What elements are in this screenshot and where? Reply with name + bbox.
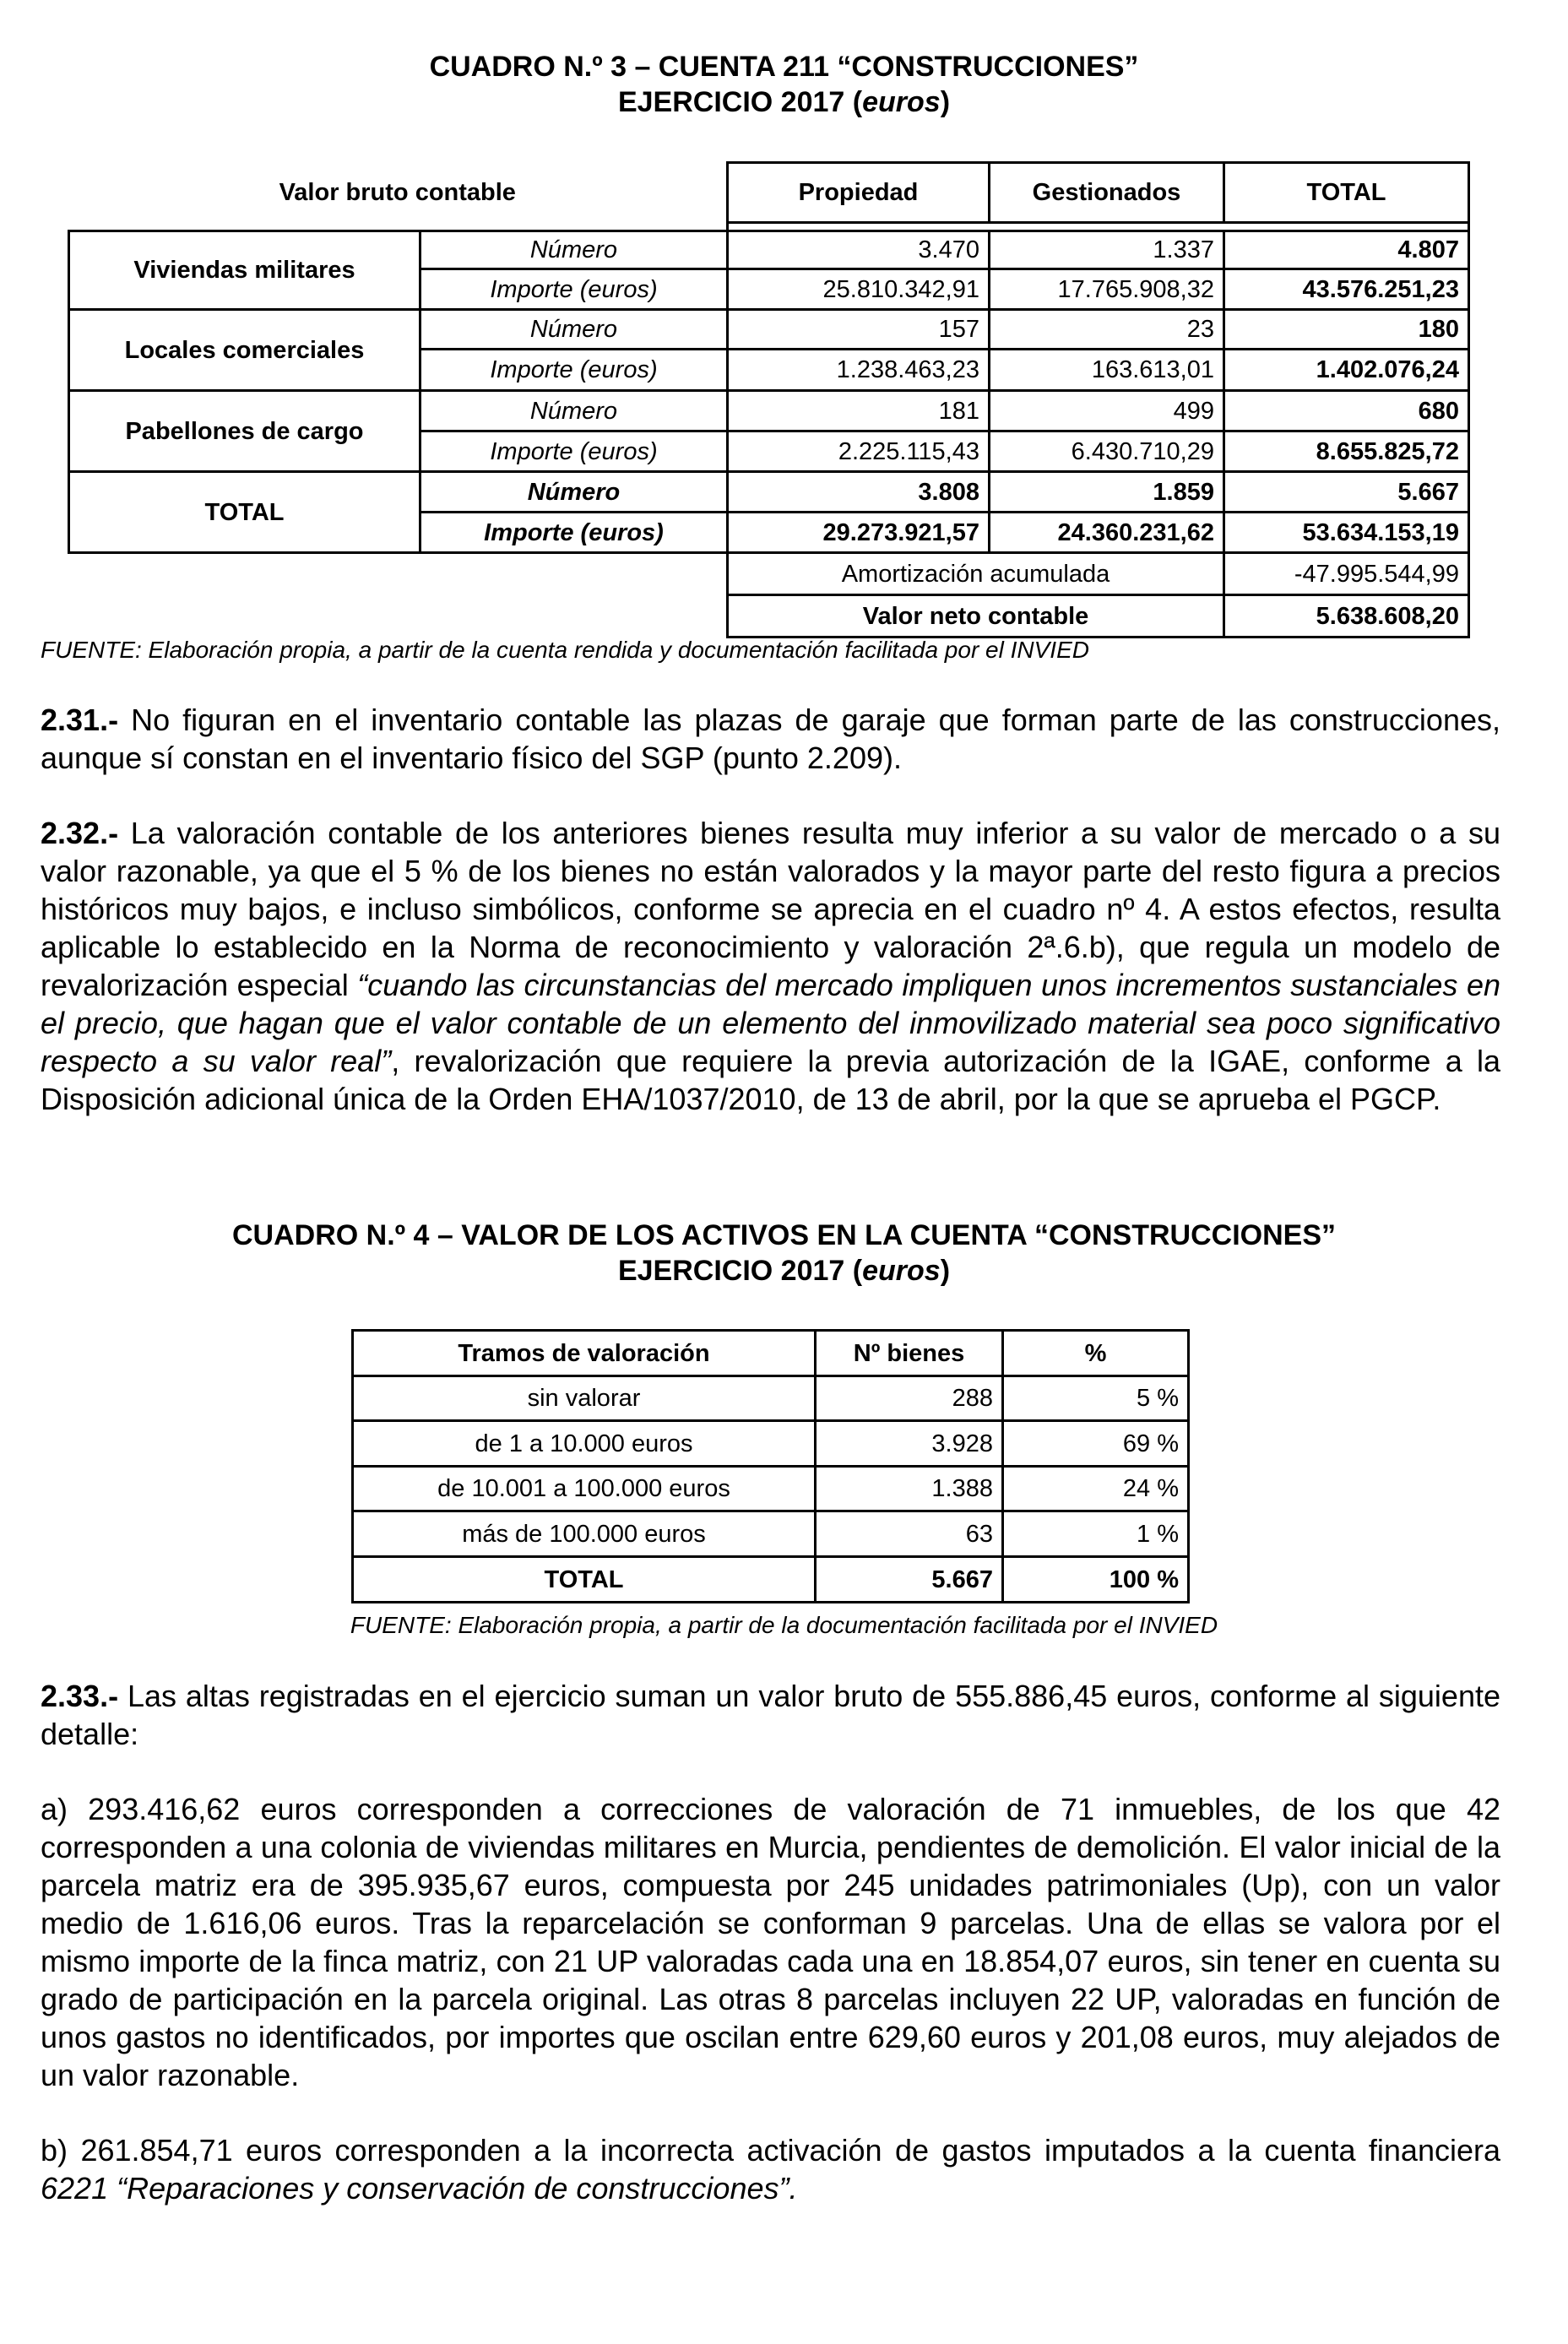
header-valor-bruto: Valor bruto contable (279, 179, 516, 206)
header-propiedad: Propiedad (728, 163, 990, 223)
cuadro4-source: FUENTE: Elaboración propia, a partir de la documentación facilitada por el INVIED (350, 1612, 1218, 1638)
cell-total: 43.576.251,23 (1224, 269, 1469, 310)
table-row (353, 1467, 1189, 1511)
cell-total: 180 (1224, 310, 1469, 350)
cell-bienes: 3.928 (816, 1421, 1003, 1467)
table-row (69, 310, 1469, 350)
paragraph-text: , revalorización que requiere la previa autorización de la IGAE, conforme a la Disposición adicional única de la Orden EHA/1037/2010, de 13 de abril, por la que se aprueba el PGCP. (41, 1044, 1500, 1116)
row-label: Número (420, 310, 728, 350)
cell-pct: 24 % (1003, 1467, 1189, 1511)
header-total: TOTAL (1224, 163, 1469, 223)
cell-gestionados: 1.859 (990, 472, 1224, 513)
group-name-total: TOTAL (69, 472, 420, 553)
cell-total: 1.402.076,24 (1224, 350, 1469, 391)
table-row-total (69, 472, 1469, 513)
table-row (353, 1421, 1189, 1467)
cell-propiedad: 25.810.342,91 (728, 269, 990, 310)
valor-neto-value: 5.638.608,20 (1224, 595, 1469, 638)
cell-pct: 69 % (1003, 1421, 1189, 1467)
header-pct: % (1003, 1331, 1189, 1376)
cuadro3-title-line1: CUADRO N.º 3 – CUENTA 211 “CONSTRUCCIONES” (429, 51, 1139, 83)
cuadro4-table (351, 1329, 1190, 1603)
cell-propiedad: 1.238.463,23 (728, 350, 990, 391)
cell-bienes: 5.667 (816, 1557, 1003, 1603)
cell-propiedad: 181 (728, 391, 990, 431)
cell-total: 4.807 (1224, 231, 1469, 269)
cell-propiedad: 157 (728, 310, 990, 350)
cell-propiedad: 29.273.921,57 (728, 513, 990, 553)
cell-gestionados: 17.765.908,32 (990, 269, 1224, 310)
cell-bienes: 1.388 (816, 1467, 1003, 1511)
cell-propiedad: 3.470 (728, 231, 990, 269)
group-name: Viviendas militares (69, 231, 420, 310)
paragraph-text: La valoración contable de los anteriores bienes resulta muy inferior a su valor de mercado o a su valor razonable, ya que el 5 % de los bienes no están valorados y la mayor parte del resto figura a precios históricos muy bajos, e incluso simbólicos, conforme se aprecia en el cuadro nº 4. A estos efectos, resulta aplicable lo establecido en la Norma de reconocimiento y valoración 2ª.6.b), que regula un modelo de revalorización especial (41, 816, 1500, 1002)
paragraph-2-32 (41, 814, 1500, 1118)
row-label: Importe (euros) (420, 513, 728, 553)
paragraph-text: Las altas registradas en el ejercicio suman un valor bruto de 555.886,45 euros, conforme al siguiente detalle: (41, 1679, 1500, 1751)
cell-total: 8.655.825,72 (1224, 431, 1469, 472)
valor-neto-label: Valor neto contable (728, 595, 1224, 638)
cell-bienes: 63 (816, 1511, 1003, 1557)
table-row (69, 231, 1469, 269)
cell-tramo: de 10.001 a 100.000 euros (353, 1467, 816, 1511)
row-label: Importe (euros) (420, 269, 728, 310)
cell-tramo: más de 100.000 euros (353, 1511, 816, 1557)
cell-gestionados: 163.613,01 (990, 350, 1224, 391)
amortizacion-label: Amortización acumulada (728, 553, 1224, 595)
cell-total: 5.667 (1224, 472, 1469, 513)
valor-neto-row (69, 595, 1469, 638)
header-bienes: Nº bienes (816, 1331, 1003, 1376)
table-row (69, 391, 1469, 431)
cuadro3-header-row (69, 163, 1469, 223)
cell-propiedad: 2.225.115,43 (728, 431, 990, 472)
row-label: Importe (euros) (420, 431, 728, 472)
paragraph-quote: “cuando las circunstancias del mercado impliquen unos incrementos sustanciales en el precio, que hagan que el valor contable de un elemento del inmovilizado material sea poco significativo respecto a su valor real” (41, 968, 1500, 1078)
cell-pct: 5 % (1003, 1376, 1189, 1421)
header-tramos: Tramos de valoración (353, 1331, 816, 1376)
paragraph-b (41, 2131, 1500, 2207)
cell-tramo: sin valorar (353, 1376, 816, 1421)
cell-tramo: de 1 a 10.000 euros (353, 1421, 816, 1467)
cell-total: 53.634.153,19 (1224, 513, 1469, 553)
cuadro3-table (68, 161, 1470, 638)
row-label: Número (420, 472, 728, 513)
table-row-total (353, 1557, 1189, 1603)
cell-propiedad: 3.808 (728, 472, 990, 513)
cell-total: 680 (1224, 391, 1469, 431)
row-label: Número (420, 391, 728, 431)
cell-gestionados: 1.337 (990, 231, 1224, 269)
paragraph-number: 2.33.- (41, 1679, 119, 1713)
paragraph-text: b) 261.854,71 euros corresponden a la incorrecta activación de gastos imputados a la cuenta financiera (41, 2133, 1500, 2168)
cuadro4-title-line2: EJERCICIO 2017 (euros) (617, 1255, 951, 1287)
cell-pct: 1 % (1003, 1511, 1189, 1557)
paragraph-2-31 (41, 701, 1500, 777)
cell-bienes: 288 (816, 1376, 1003, 1421)
row-label: Importe (euros) (420, 350, 728, 391)
group-name: Pabellones de cargo (69, 391, 420, 472)
cuadro4-header-row (353, 1331, 1189, 1376)
table-row (353, 1376, 1189, 1421)
amortizacion-row (69, 553, 1469, 595)
paragraph-text: No figuran en el inventario contable las plazas de garaje que forman parte de las construcciones, aunque sí constan en el inventario físico del SGP (punto 2.209). (41, 703, 1500, 775)
amortizacion-value: -47.995.544,99 (1224, 553, 1469, 595)
cell-tramo: TOTAL (353, 1557, 816, 1603)
cuadro3-source: FUENTE: Elaboración propia, a partir de la cuenta rendida y documentación facilitada por el INVIED (41, 637, 1089, 663)
paragraph-a: a) 293.416,62 euros corresponden a correcciones de valoración de 71 inmuebles, de los que 42 corresponden a una colonia de viviendas militares en Murcia, pendientes de demolición. El valor inicial de la parcela matriz era de 395.935,67 euros, compuesta por 245 unidades patrimoniales (Up), con un valor medio de 1.616,06 euros. Tras la reparcelación se conforman 9 parcelas. Una de ellas se valora por el mismo importe de la finca matriz, con 21 UP valoradas cada una en 18.854,07 euros, sin tener en cuenta su grado de participación en la parcela original. Las otras 8 parcelas incluyen 22 UP, valoradas en función de unos gastos no identificados, por importes que oscilan entre 629,60 euros y 201,08 euros, muy alejados de un valor razonable. (41, 1792, 1500, 2092)
paragraph-number: 2.31.- (41, 703, 119, 737)
cuadro3-title-line2: EJERCICIO 2017 (euros) (617, 86, 951, 118)
row-label: Número (420, 231, 728, 269)
cuadro4-title-line1: CUADRO N.º 4 – VALOR DE LOS ACTIVOS EN LA CUENTA “CONSTRUCCIONES” (231, 1219, 1336, 1251)
paragraph-italic: 6221 “Reparaciones y conservación de construcciones”. (41, 2171, 798, 2206)
cell-gestionados: 6.430.710,29 (990, 431, 1224, 472)
paragraph-2-33 (41, 1677, 1500, 1753)
paragraph-number: 2.32.- (41, 816, 119, 850)
cell-pct: 100 % (1003, 1557, 1189, 1603)
cell-gestionados: 24.360.231,62 (990, 513, 1224, 553)
table-row (353, 1511, 1189, 1557)
header-gestionados: Gestionados (990, 163, 1224, 223)
cell-gestionados: 23 (990, 310, 1224, 350)
cell-gestionados: 499 (990, 391, 1224, 431)
group-name: Locales comerciales (69, 310, 420, 391)
